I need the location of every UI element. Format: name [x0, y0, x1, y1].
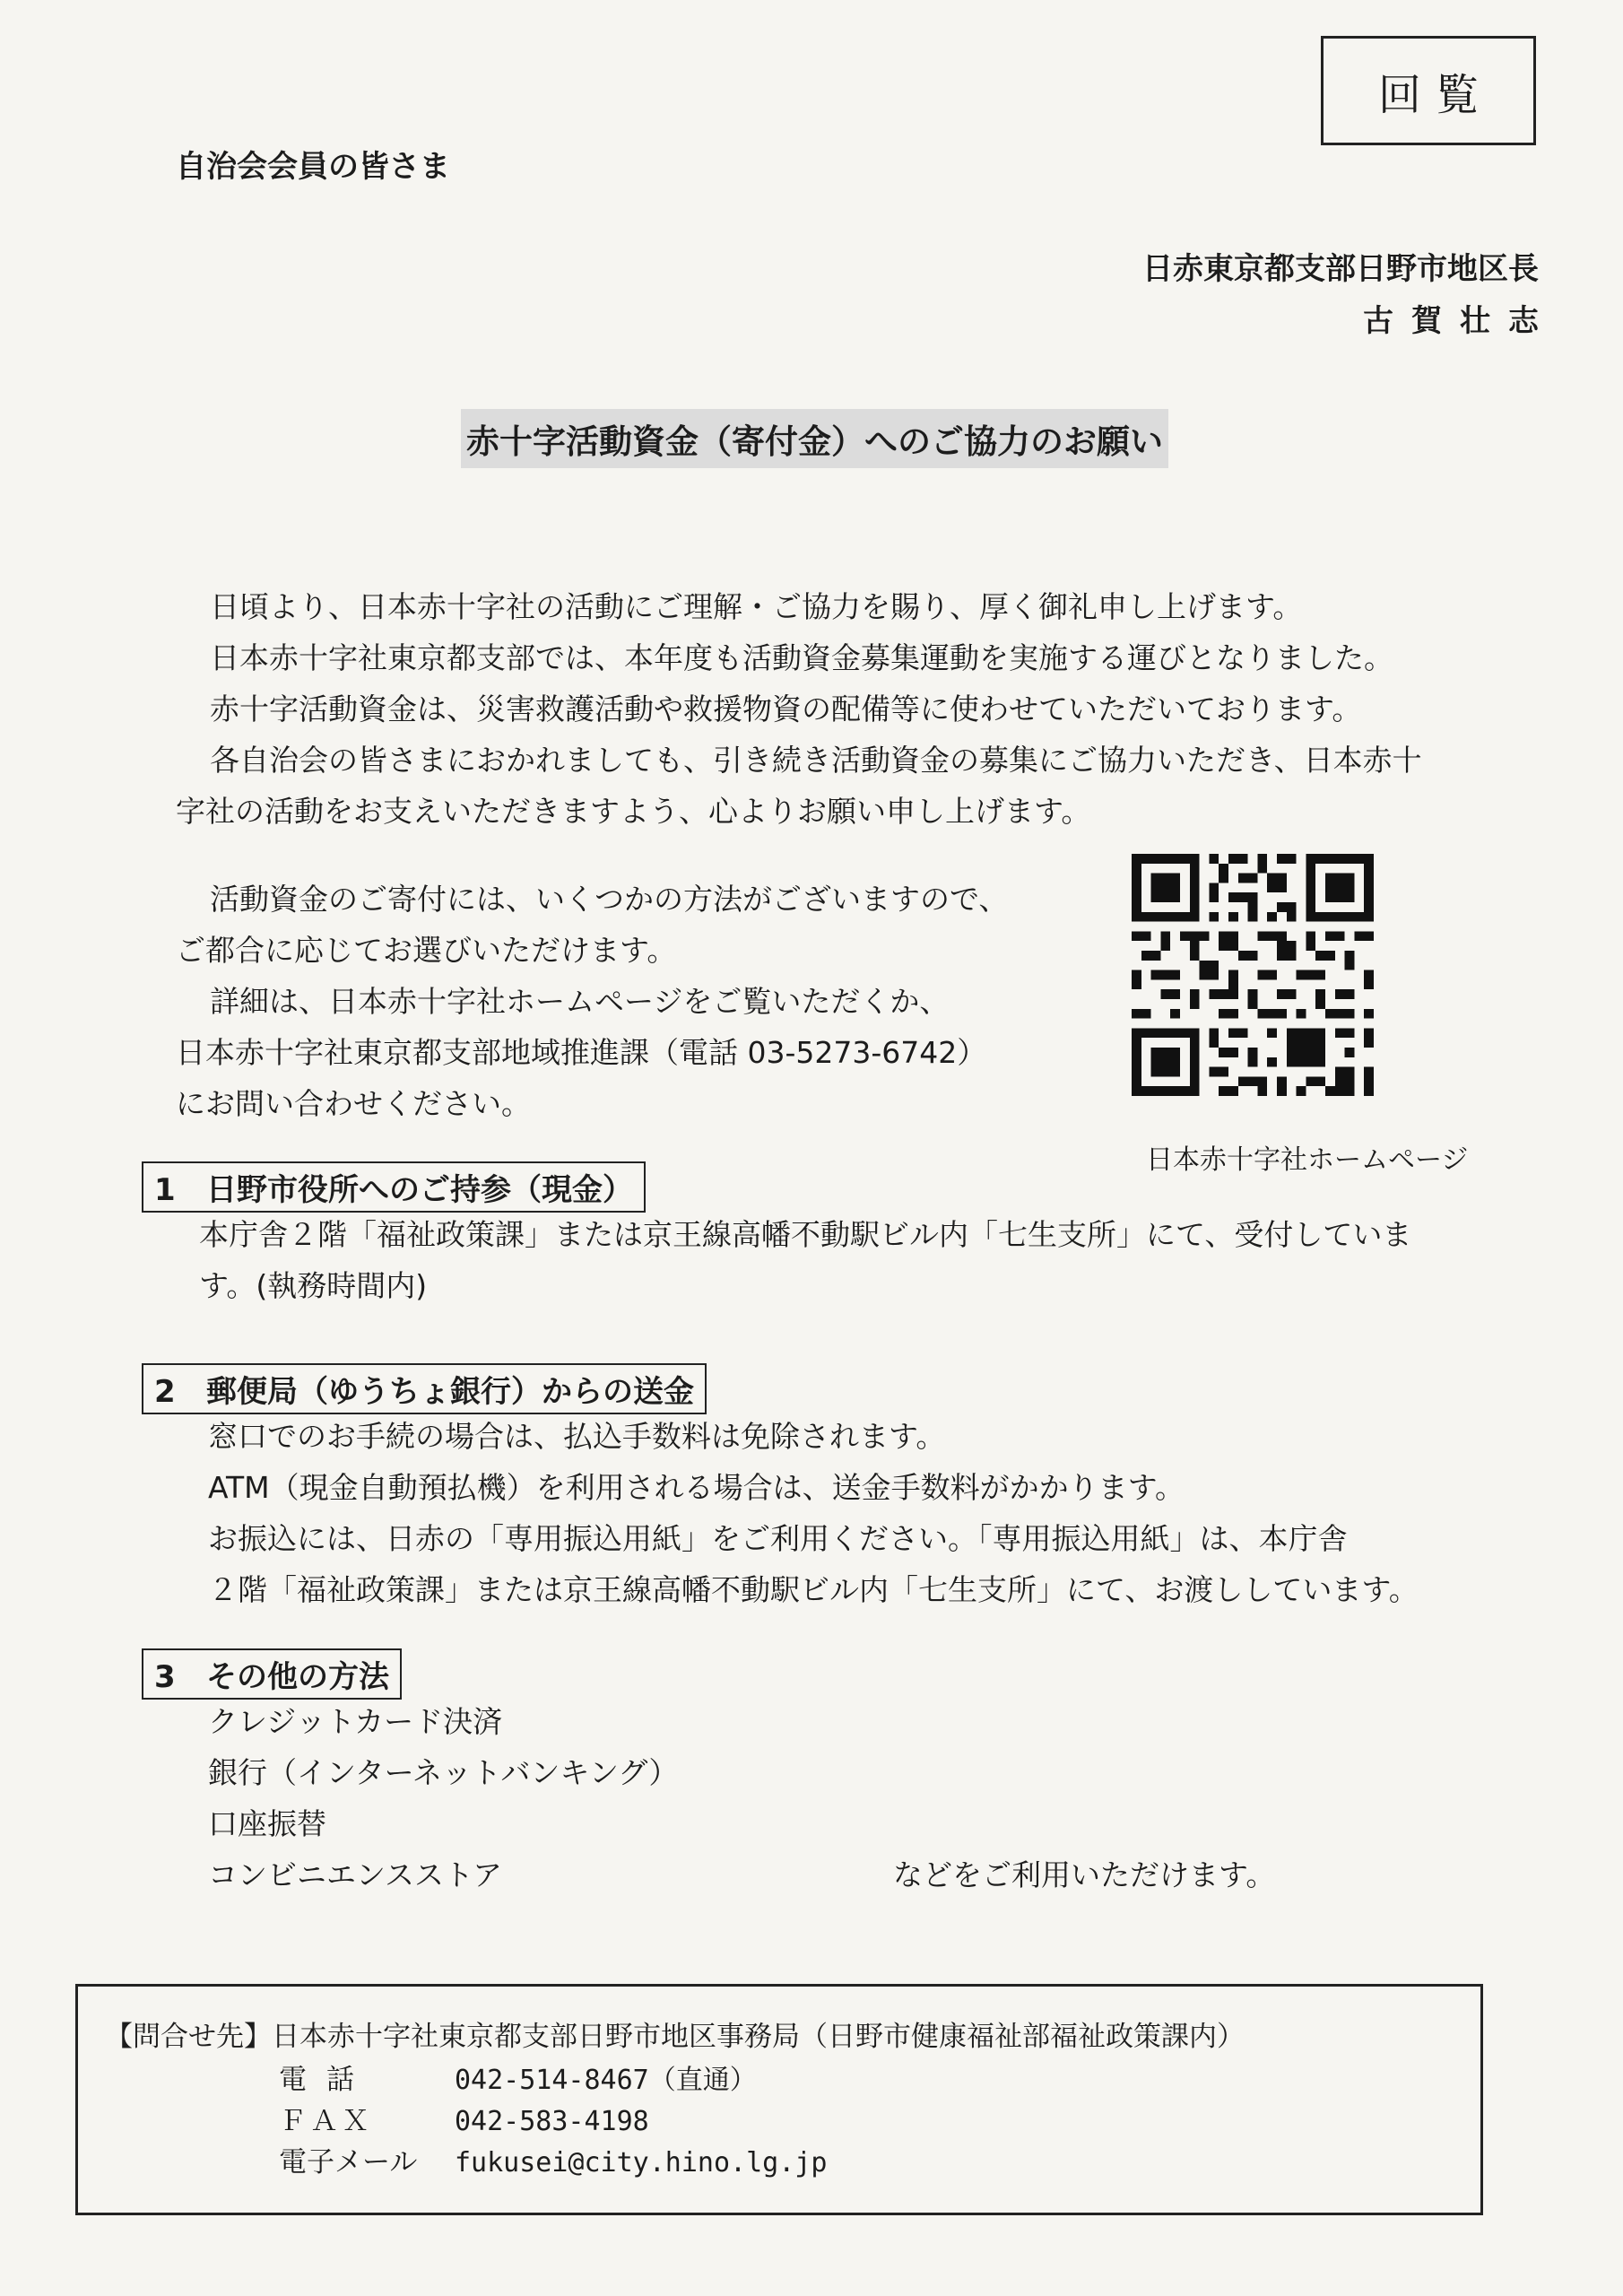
- section-3-heading: [142, 1648, 402, 1700]
- section-3-body: [208, 1696, 678, 1900]
- intro-line: 日本赤十字社東京都支部では、本年度も活動資金募集運動を実施する運びとなりました。: [210, 640, 1393, 675]
- howto-line: にお問い合わせください。: [176, 1086, 531, 1121]
- intro-line: 各自治会の皆さまにおかれましても、引き続き活動資金の募集にご協力いただき、日本赤十: [210, 743, 1422, 778]
- email-address[interactable]: fukusei@city.hino.lg.jp: [455, 2147, 828, 2179]
- section-2-heading: [142, 1363, 707, 1414]
- section-line: ATM（現金自動預払機）を利用される場合は、送金手数料がかかります。: [208, 1470, 1185, 1505]
- intro-paragraph: [176, 581, 1422, 837]
- qr-caption: 日本赤十字社ホームページ: [1146, 1144, 1469, 1176]
- section-line: 本庁舎２階「福祉政策課」または京王線高幡不動駅ビル内「七生支所」にて、受付していま: [199, 1217, 1412, 1252]
- fax-label: ＦＡＸ: [279, 2105, 373, 2137]
- sender-organization: 日赤東京都支部日野市地区長: [1142, 251, 1539, 287]
- addressee: 自治会会員の皆さま: [176, 149, 450, 185]
- section-title: 日野市役所へのご持参（現金）: [206, 1172, 633, 1208]
- section-line: クレジットカード決済: [208, 1704, 503, 1739]
- donation-methods-paragraph: [176, 874, 1008, 1129]
- fax-number: 042-583-4198: [455, 2106, 649, 2137]
- section-number: 2: [154, 1374, 176, 1410]
- contact-organization: 日本赤十字社東京都支部日野市地区事務局（日野市健康福祉部福祉政策課内）: [272, 2021, 1245, 2053]
- section-2-body: [208, 1411, 1419, 1615]
- section-line: 銀行（インターネットバンキング）: [208, 1755, 679, 1790]
- section-1-body: [199, 1209, 1411, 1311]
- intro-line: 日頃より、日本赤十字社の活動にご理解・ご協力を賜り、厚く御礼申し上げます。: [210, 589, 1303, 624]
- section-line: 口座振替: [208, 1806, 326, 1841]
- contact-email-row: [279, 2139, 827, 2179]
- contact-phone-row: [279, 2057, 757, 2097]
- section-line: コンビニエンスストア: [208, 1857, 503, 1892]
- section-line: 窓口でのお手続の場合は、払込手数料は免除されます。: [208, 1419, 946, 1454]
- contact-fax-row: [279, 2098, 649, 2138]
- howto-line: 日本赤十字社東京都支部地域推進課（電話 03-5273-6742）: [176, 1035, 987, 1070]
- howto-line: 詳細は、日本赤十字社ホームページをご覧いただくか、: [210, 984, 950, 1019]
- section-line: す。(執務時間内): [199, 1268, 428, 1303]
- section-title: 郵便局（ゆうちょ銀行）からの送金: [206, 1374, 694, 1410]
- section-number: 3: [154, 1659, 176, 1695]
- circulation-stamp: 回覧: [1321, 36, 1536, 145]
- sender-name: 古賀壮志: [1363, 303, 1557, 339]
- document-title: 赤十字活動資金（寄付金）へのご協力のお願い: [461, 409, 1168, 468]
- intro-line: 赤十字活動資金は、災害救護活動や救援物資の配備等に使わせていただいております。: [210, 691, 1362, 726]
- phone-number[interactable]: 042-514-8467（直通）: [455, 2065, 757, 2096]
- section-number: 1: [154, 1172, 176, 1208]
- email-label: 電子メール: [279, 2146, 418, 2179]
- section-1-heading: [142, 1161, 646, 1213]
- intro-line: 字社の活動をお支えいただきますよう、心よりお願い申し上げます。: [176, 794, 1091, 829]
- phone-label: 電話: [279, 2064, 374, 2096]
- section-title: その他の方法: [206, 1659, 389, 1695]
- section-3-closing: などをご利用いただけます。: [893, 1857, 1276, 1892]
- contact-org-row: [105, 2013, 1245, 2054]
- homepage-qr-code[interactable]: [1132, 854, 1374, 1096]
- contact-box: [75, 1984, 1483, 2215]
- section-line: ２階「福祉政策課」または京王線高幡不動駅ビル内「七生支所」にて、お渡ししています。: [208, 1572, 1419, 1607]
- howto-line: 活動資金のご寄付には、いくつかの方法がございますので、: [210, 882, 1009, 917]
- howto-line: ご都合に応じてお選びいただけます。: [176, 933, 677, 968]
- contact-label: 【問合せ先】: [105, 2021, 272, 2053]
- section-line: お振込には、日赤の「専用振込用紙」をご利用ください。「専用振込用紙」は、本庁舎: [208, 1521, 1348, 1556]
